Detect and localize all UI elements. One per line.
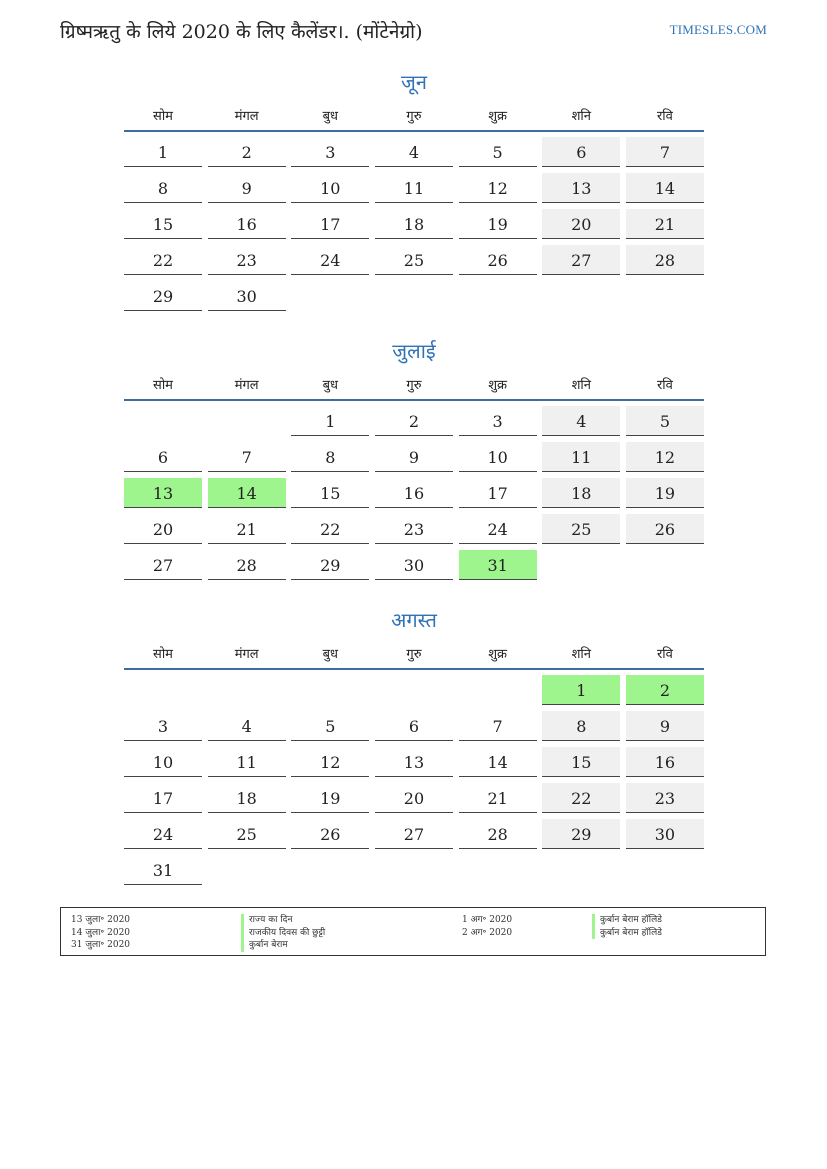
day-cell: 12 <box>459 173 537 203</box>
weekday-header <box>124 642 704 670</box>
day-cell: 5 <box>291 711 369 741</box>
month-name: जून <box>401 70 427 94</box>
day-cell: 23 <box>375 514 453 544</box>
empty-day-cell <box>291 855 369 885</box>
weeks <box>124 137 704 317</box>
day-cell: 24 <box>124 819 202 849</box>
day-cell: 19 <box>291 783 369 813</box>
week-row <box>124 855 704 891</box>
day-cell: 31 <box>124 855 202 885</box>
day-cell: 12 <box>626 442 704 472</box>
day-cell: 10 <box>291 173 369 203</box>
empty-day-cell <box>375 855 453 885</box>
day-cell: 24 <box>459 514 537 544</box>
week-row <box>124 478 704 514</box>
day-cell: 29 <box>291 550 369 580</box>
empty-day-cell <box>291 675 369 705</box>
day-cell: 30 <box>626 819 704 849</box>
day-cell: 9 <box>375 442 453 472</box>
day-cell: 26 <box>459 245 537 275</box>
day-cell: 5 <box>459 137 537 167</box>
weekday-label: बुध <box>322 647 339 662</box>
empty-day-cell <box>208 406 286 436</box>
day-cell: 17 <box>124 783 202 813</box>
week-row <box>124 442 704 478</box>
day-cell: 11 <box>208 747 286 777</box>
week-row <box>124 783 704 819</box>
month-name: अगस्त <box>391 608 437 632</box>
week-row <box>124 209 704 245</box>
day-cell: 25 <box>542 514 620 544</box>
holiday-day-cell: 14 <box>208 478 286 508</box>
day-cell: 9 <box>208 173 286 203</box>
weekday-label: सोम <box>153 378 173 393</box>
legend-date: 13 जुला॰ 2020 <box>71 915 131 925</box>
empty-day-cell <box>124 675 202 705</box>
day-cell: 29 <box>542 819 620 849</box>
legend-holiday-name: कुर्बान बेराम <box>241 939 325 952</box>
weeks <box>124 675 704 891</box>
week-row <box>124 550 704 586</box>
day-cell: 25 <box>208 819 286 849</box>
day-cell: 5 <box>626 406 704 436</box>
brand-link[interactable]: TIMESLES.COM <box>669 22 767 37</box>
weeks <box>124 406 704 586</box>
holiday-day-cell: 31 <box>459 550 537 580</box>
holiday-day-cell: 13 <box>124 478 202 508</box>
empty-day-cell <box>459 281 537 311</box>
day-cell: 3 <box>291 137 369 167</box>
day-cell: 15 <box>124 209 202 239</box>
empty-day-cell <box>626 281 704 311</box>
weekday-label: मंगल <box>234 378 259 393</box>
day-cell: 17 <box>459 478 537 508</box>
day-cell: 27 <box>124 550 202 580</box>
day-cell: 8 <box>124 173 202 203</box>
day-cell: 22 <box>542 783 620 813</box>
day-cell: 13 <box>542 173 620 203</box>
day-cell: 4 <box>542 406 620 436</box>
day-cell: 27 <box>542 245 620 275</box>
day-cell: 16 <box>208 209 286 239</box>
empty-day-cell <box>459 675 537 705</box>
day-cell: 7 <box>459 711 537 741</box>
day-cell: 30 <box>375 550 453 580</box>
legend-names-right <box>592 914 662 939</box>
weekday-label: सोम <box>153 647 173 662</box>
month-name: जुलाई <box>392 339 436 363</box>
empty-day-cell <box>124 406 202 436</box>
week-row <box>124 173 704 209</box>
weekday-label: शनि <box>571 378 591 393</box>
weekday-header <box>124 373 704 401</box>
day-cell: 21 <box>459 783 537 813</box>
day-cell: 28 <box>208 550 286 580</box>
day-cell: 6 <box>542 137 620 167</box>
day-cell: 7 <box>208 442 286 472</box>
day-cell: 29 <box>124 281 202 311</box>
day-cell: 8 <box>291 442 369 472</box>
day-cell: 1 <box>291 406 369 436</box>
day-cell: 14 <box>626 173 704 203</box>
day-cell: 16 <box>375 478 453 508</box>
day-cell: 28 <box>459 819 537 849</box>
day-cell: 1 <box>124 137 202 167</box>
weekday-label: सोम <box>153 109 173 124</box>
legend-date: 14 जुला॰ 2020 <box>71 927 131 938</box>
day-cell: 27 <box>375 819 453 849</box>
day-cell: 10 <box>124 747 202 777</box>
day-cell: 30 <box>208 281 286 311</box>
day-cell: 28 <box>626 245 704 275</box>
day-cell: 3 <box>459 406 537 436</box>
weekday-label: बुध <box>322 109 339 124</box>
day-cell: 4 <box>208 711 286 741</box>
weekday-label: शनि <box>571 647 591 662</box>
holiday-day-cell: 2 <box>626 675 704 705</box>
empty-day-cell <box>459 855 537 885</box>
day-cell: 22 <box>124 245 202 275</box>
day-cell: 2 <box>375 406 453 436</box>
day-cell: 24 <box>291 245 369 275</box>
weekday-label: रवि <box>656 647 673 662</box>
day-cell: 21 <box>626 209 704 239</box>
day-cell: 26 <box>291 819 369 849</box>
week-row <box>124 406 704 442</box>
week-row <box>124 819 704 855</box>
day-cell: 21 <box>208 514 286 544</box>
empty-day-cell <box>626 550 704 580</box>
weekday-label: शुक्र <box>488 378 508 393</box>
week-row <box>124 137 704 173</box>
day-cell: 13 <box>375 747 453 777</box>
legend-holiday-name: राज्य का दिन <box>241 914 325 927</box>
day-cell: 20 <box>124 514 202 544</box>
day-cell: 15 <box>542 747 620 777</box>
day-cell: 6 <box>375 711 453 741</box>
weekday-label: रवि <box>656 109 673 124</box>
day-cell: 22 <box>291 514 369 544</box>
day-cell: 2 <box>208 137 286 167</box>
day-cell: 4 <box>375 137 453 167</box>
day-cell: 23 <box>208 245 286 275</box>
day-cell: 18 <box>542 478 620 508</box>
day-cell: 12 <box>291 747 369 777</box>
day-cell: 3 <box>124 711 202 741</box>
day-cell: 14 <box>459 747 537 777</box>
weekday-label: शुक्र <box>488 647 508 662</box>
page-title: ग्रिष्मऋतु के लिये 2020 के लिए कैलेंडर।. (मोंटेनेग्रो) <box>60 21 423 43</box>
empty-day-cell <box>626 855 704 885</box>
legend-names-left <box>241 914 325 952</box>
day-cell: 8 <box>542 711 620 741</box>
day-cell: 19 <box>626 478 704 508</box>
month-calendar <box>124 68 704 317</box>
day-cell: 20 <box>542 209 620 239</box>
month-calendar <box>124 606 704 891</box>
weekday-label: गुरु <box>406 647 422 662</box>
day-cell: 26 <box>626 514 704 544</box>
weekday-header <box>124 104 704 132</box>
day-cell: 18 <box>375 209 453 239</box>
day-cell: 23 <box>626 783 704 813</box>
weekday-label: बुध <box>322 378 339 393</box>
empty-day-cell <box>208 675 286 705</box>
legend-holiday-name: कुर्बान बेराम हॉलिडे <box>592 914 662 927</box>
legend-date: 2 अग॰ 2020 <box>462 927 513 938</box>
day-cell: 11 <box>542 442 620 472</box>
weekday-label: मंगल <box>234 109 259 124</box>
empty-day-cell <box>542 281 620 311</box>
holiday-legend <box>60 907 766 956</box>
weekday-label: शनि <box>571 109 591 124</box>
month-calendar <box>124 337 704 586</box>
week-row <box>124 675 704 711</box>
day-cell: 16 <box>626 747 704 777</box>
day-cell: 19 <box>459 209 537 239</box>
day-cell: 10 <box>459 442 537 472</box>
week-row <box>124 245 704 281</box>
week-row <box>124 747 704 783</box>
empty-day-cell <box>542 855 620 885</box>
week-row <box>124 514 704 550</box>
weekday-label: शुक्र <box>488 109 508 124</box>
weekday-label: मंगल <box>234 647 259 662</box>
week-row <box>124 281 704 317</box>
empty-day-cell <box>208 855 286 885</box>
holiday-day-cell: 1 <box>542 675 620 705</box>
weekday-label: रवि <box>656 378 673 393</box>
legend-date: 1 अग॰ 2020 <box>462 915 513 925</box>
day-cell: 25 <box>375 245 453 275</box>
day-cell: 15 <box>291 478 369 508</box>
week-row <box>124 711 704 747</box>
day-cell: 7 <box>626 137 704 167</box>
weekday-label: गुरु <box>406 378 422 393</box>
legend-holiday-name: राजकीय दिवस की छुट्टी <box>241 927 325 940</box>
day-cell: 20 <box>375 783 453 813</box>
day-cell: 9 <box>626 711 704 741</box>
empty-day-cell <box>375 675 453 705</box>
day-cell: 11 <box>375 173 453 203</box>
legend-dates-right <box>462 914 512 939</box>
day-cell: 17 <box>291 209 369 239</box>
weekday-label: गुरु <box>406 109 422 124</box>
empty-day-cell <box>542 550 620 580</box>
empty-day-cell <box>375 281 453 311</box>
empty-day-cell <box>291 281 369 311</box>
day-cell: 6 <box>124 442 202 472</box>
legend-holiday-name: कुर्बान बेराम हॉलिडे <box>592 927 662 940</box>
legend-date: 31 जुला॰ 2020 <box>71 940 131 950</box>
legend-dates-left <box>71 914 130 952</box>
day-cell: 18 <box>208 783 286 813</box>
